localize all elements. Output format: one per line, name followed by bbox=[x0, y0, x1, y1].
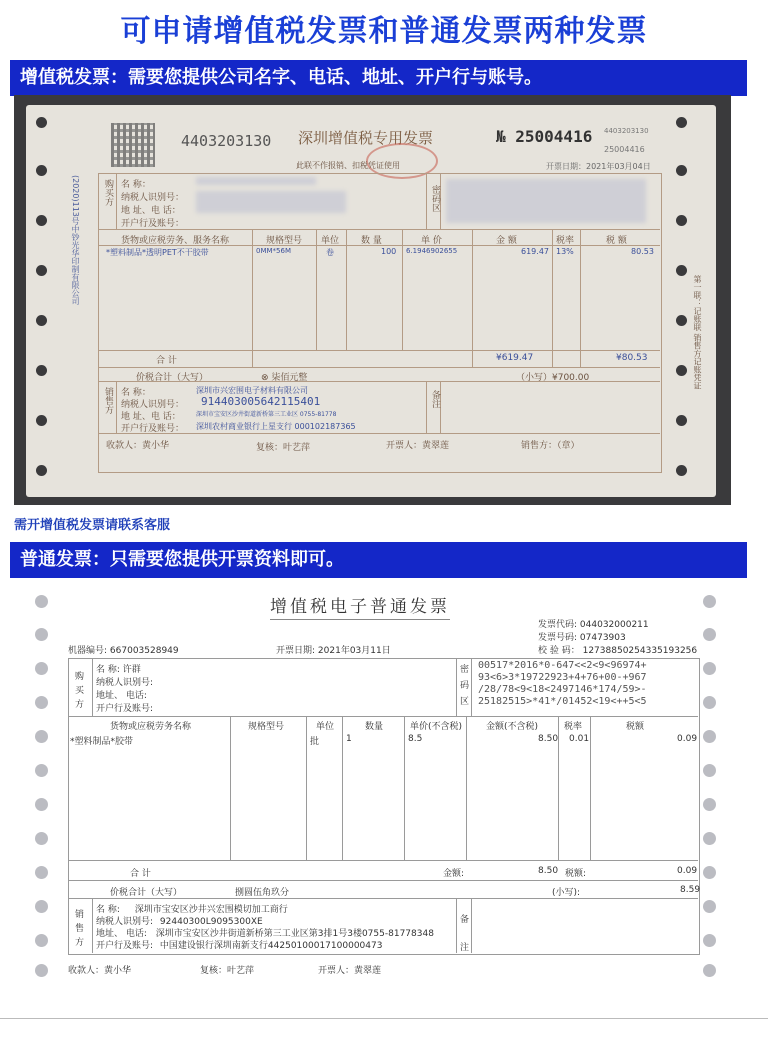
hole-icon bbox=[36, 365, 47, 376]
hole-icon bbox=[35, 764, 48, 777]
buyer-name-label: 名 称: bbox=[96, 665, 120, 675]
seller-side-label: 销售方 bbox=[75, 910, 85, 948]
invoice-paper bbox=[26, 105, 716, 497]
hole-icon bbox=[36, 415, 47, 426]
header-spec: 规格型号 bbox=[248, 722, 285, 732]
invoice-number: № 25004416 bbox=[496, 127, 593, 146]
hole-icon bbox=[35, 628, 48, 641]
invoice-date: 2021年03月11日 bbox=[317, 646, 391, 656]
header-goods: 货物或应税劳务、服务名称 bbox=[121, 236, 230, 246]
total-amount: ¥619.47 bbox=[496, 353, 534, 363]
total-amount: 8.50 bbox=[538, 866, 559, 876]
row-goods: *塑料制品*透明PET不干胶带 bbox=[106, 248, 209, 257]
total-tax: ¥80.53 bbox=[616, 353, 648, 363]
row-qty: 1 bbox=[346, 734, 352, 744]
hole-icon bbox=[36, 315, 47, 326]
password-area-label: 密码区 bbox=[430, 185, 440, 212]
buyer-addr-label: 地 址、电 话： bbox=[121, 206, 181, 216]
qr-code-icon bbox=[111, 123, 155, 167]
header-amount: 金 额 bbox=[496, 236, 517, 246]
page-title: 可申请增值税发票和普通发票两种发票 bbox=[120, 14, 648, 49]
issuer: 开票人：黄翠莲 bbox=[318, 966, 382, 976]
hole-icon bbox=[35, 696, 48, 709]
hole-icon bbox=[676, 315, 687, 326]
header-tax: 税 额 bbox=[606, 236, 627, 246]
buyer-bank-label: 开户行及账号： bbox=[121, 219, 185, 229]
header-rate: 税率 bbox=[564, 722, 583, 732]
header-goods: 货物或应税劳务名称 bbox=[110, 722, 192, 732]
hole-icon bbox=[36, 215, 47, 226]
seller-tax: 92440300L9095300XE bbox=[159, 917, 263, 927]
invoice-code-value: 044032000211 bbox=[579, 620, 649, 630]
sum-words: ⊗ 柒佰元整 bbox=[261, 373, 308, 383]
hole-icon bbox=[703, 696, 716, 709]
reviewer: 复核：叶艺萍 bbox=[256, 443, 311, 453]
seller-bank: 深圳农村商业银行上星支行 000102187365 bbox=[196, 422, 356, 431]
header-price: 单价(不含税) bbox=[410, 722, 463, 732]
header-price: 单 价 bbox=[421, 236, 442, 246]
hole-icon bbox=[676, 117, 687, 128]
row-rate: 13% bbox=[556, 247, 574, 256]
seller-addr-label: 地 址、电 话： bbox=[121, 412, 181, 422]
password-line: 93<6>3*19722923+4+76+00-+967 bbox=[478, 672, 647, 683]
hole-icon bbox=[36, 465, 47, 476]
copy-label: 第一联：记账联 销售方记账凭证 bbox=[693, 275, 702, 390]
sum-label: 价税合计（大写） bbox=[110, 888, 183, 898]
buyer-name: 许群 bbox=[122, 665, 141, 675]
hole-icon bbox=[703, 730, 716, 743]
hole-icon bbox=[35, 866, 48, 879]
hole-icon bbox=[676, 265, 687, 276]
total-label: 合 计 bbox=[130, 869, 151, 879]
sum-small: 8.59 bbox=[680, 885, 701, 895]
normal-banner: 普通发票：只需要您提供开票资料即可。 bbox=[10, 542, 747, 578]
password-area-label: 密码区 bbox=[460, 665, 470, 707]
hole-icon bbox=[703, 595, 716, 608]
printer-label: (2020)113号中钞光华印制有限公司 bbox=[71, 175, 80, 305]
hole-icon bbox=[703, 662, 716, 675]
total-tax-label: 税额: bbox=[565, 869, 587, 879]
seller-addr: 深圳市宝安区沙井街道新桥第三工业区 0755-81778 bbox=[196, 411, 337, 418]
row-unit: 卷 bbox=[326, 248, 334, 257]
invoice-number-value: 07473903 bbox=[579, 633, 626, 643]
hole-icon bbox=[35, 964, 48, 977]
invoice-code: 4403203130 bbox=[181, 132, 272, 150]
hole-icon bbox=[703, 900, 716, 913]
hole-icon bbox=[35, 798, 48, 811]
row-spec: 0MM*56M bbox=[256, 247, 291, 255]
machine-number: 667003528949 bbox=[109, 646, 179, 656]
total-label: 合 计 bbox=[156, 356, 177, 366]
buyer-name-label: 名 称： bbox=[121, 180, 151, 190]
buyer-tax-label: 纳税人识别号: bbox=[96, 678, 154, 688]
invoice-number-small: 4403203130 bbox=[604, 127, 649, 135]
row-price: 8.5 bbox=[408, 734, 423, 744]
row-amount: 8.50 bbox=[538, 734, 559, 744]
sum-words: 捌圆伍角玖分 bbox=[235, 888, 290, 898]
buyer-bank-label: 开户行及账号: bbox=[96, 704, 154, 714]
hole-icon bbox=[703, 964, 716, 977]
hole-icon bbox=[703, 832, 716, 845]
seller-name: 深圳市宝安区沙井兴宏围模切加工商行 bbox=[134, 905, 288, 915]
header-spec: 规格型号 bbox=[266, 236, 303, 246]
buyer-addr-label: 地址、 电话: bbox=[96, 691, 147, 701]
password-line: /28/78<9<18<2497146*174/59>- bbox=[478, 684, 647, 695]
remark-label: 备注 bbox=[430, 390, 440, 408]
seller-addr: 深圳市宝安区沙井街道新桥第三工业区第3排1号3楼0755-81778348 bbox=[155, 929, 434, 939]
sum-small: （小写）¥700.00 bbox=[516, 373, 590, 383]
seller-name-label: 名 称： bbox=[121, 388, 151, 398]
e-invoice bbox=[20, 590, 730, 1000]
row-price: 6.1946902655 bbox=[406, 247, 458, 255]
code-label: 发票代码: bbox=[538, 620, 578, 630]
payee: 收款人：黄小华 bbox=[68, 966, 132, 976]
payee: 收款人：黄小华 bbox=[106, 441, 170, 451]
issuer: 开票人：黄翠莲 bbox=[386, 441, 450, 451]
hole-icon bbox=[676, 415, 687, 426]
password-line: 00517*2016*0-647<<2<9<96974+ bbox=[478, 660, 647, 671]
seller-tax-label: 纳税人识别号： bbox=[121, 400, 185, 410]
vat-invoice-photo bbox=[14, 95, 731, 505]
header-unit: 单位 bbox=[321, 236, 340, 246]
total-tax: 0.09 bbox=[677, 866, 698, 876]
seller-bank: 中国建设银行深圳南新支行44250100017100000473 bbox=[159, 941, 383, 951]
header-amount: 金额(不含税) bbox=[486, 722, 539, 732]
hole-icon bbox=[703, 866, 716, 879]
hole-icon bbox=[676, 215, 687, 226]
hole-icon bbox=[35, 832, 48, 845]
vat-banner: 增值税发票：需要您提供公司名字、电话、地址、开户行与账号。 bbox=[10, 60, 747, 96]
hole-icon bbox=[676, 365, 687, 376]
number-label: 发票号码: bbox=[538, 633, 578, 643]
seller-tax-label: 纳税人识别号: bbox=[96, 917, 154, 927]
hole-icon bbox=[676, 465, 687, 476]
row-tax: 0.09 bbox=[677, 734, 698, 744]
e-invoice-title: 增值税电子普通发票 bbox=[270, 592, 450, 620]
invoice-subtitle: 此联不作报销、扣税凭证使用 bbox=[296, 161, 400, 170]
hole-icon bbox=[36, 265, 47, 276]
invoice-date: 开票日期：2021年03月04日 bbox=[546, 162, 651, 171]
invoice-number-small-2: 25004416 bbox=[604, 145, 645, 154]
row-qty: 100 bbox=[381, 247, 397, 256]
header-qty: 数量 bbox=[365, 722, 384, 732]
seller-tax: 914403005642115401 bbox=[201, 395, 321, 408]
buyer-tax-label: 纳税人识别号： bbox=[121, 193, 185, 203]
row-goods: *塑料制品*胶带 bbox=[70, 737, 134, 747]
buyer-side-label: 购买方 bbox=[103, 179, 113, 206]
seller-name: 深圳市兴宏围电子材料有限公司 bbox=[196, 386, 308, 395]
header-qty: 数 量 bbox=[361, 236, 382, 246]
reviewer: 复核：叶艺萍 bbox=[200, 966, 255, 976]
seller-bank-label: 开户行及账号: bbox=[96, 941, 154, 951]
invoice-title: 深圳增值税专用发票 bbox=[298, 129, 434, 147]
blurred-buyer-name bbox=[196, 177, 316, 185]
total-amount-label: 金额: bbox=[443, 869, 465, 879]
hole-icon bbox=[703, 934, 716, 947]
sum-label: 价税合计（大写） bbox=[136, 373, 209, 383]
vat-contact-note: 需开增值税发票请联系客服 bbox=[14, 518, 171, 533]
bottom-divider bbox=[0, 1018, 768, 1019]
header-unit: 单位 bbox=[316, 722, 335, 732]
buyer-side-label: 购买方 bbox=[75, 672, 85, 710]
seller-name-label: 名 称: bbox=[96, 905, 120, 915]
seller-sign: 销售方：（章） bbox=[521, 441, 580, 451]
blurred-password bbox=[446, 179, 646, 223]
header-rate: 税率 bbox=[556, 236, 575, 246]
seller-addr-label: 地址、 电话: bbox=[96, 929, 147, 939]
hole-icon bbox=[36, 117, 47, 128]
hole-icon bbox=[35, 730, 48, 743]
seller-side-label: 销售方 bbox=[103, 387, 113, 414]
row-rate: 0.01 bbox=[569, 734, 590, 744]
date-label: 开票日期: bbox=[276, 646, 316, 656]
remark-label: 备注 bbox=[460, 915, 470, 953]
hole-icon bbox=[703, 628, 716, 641]
hole-icon bbox=[35, 595, 48, 608]
hole-icon bbox=[35, 934, 48, 947]
hole-icon bbox=[703, 764, 716, 777]
row-unit: 批 bbox=[310, 737, 320, 747]
row-tax: 80.53 bbox=[631, 247, 654, 256]
password-line: 25182515>*41*/01452<19<++5<5 bbox=[478, 696, 647, 707]
blurred-buyer-info bbox=[196, 191, 346, 213]
row-amount: 619.47 bbox=[521, 247, 549, 256]
sum-small-label: (小写): bbox=[552, 888, 581, 898]
machine-label: 机器编号: bbox=[68, 646, 108, 656]
check-code-value: 12738850254335193256 bbox=[582, 646, 698, 656]
hole-icon bbox=[35, 900, 48, 913]
header-tax: 税额 bbox=[626, 722, 645, 732]
hole-icon bbox=[36, 165, 47, 176]
seller-bank-label: 开户行及账号： bbox=[121, 424, 185, 434]
check-label: 校 验 码： bbox=[538, 646, 580, 656]
hole-icon bbox=[703, 798, 716, 811]
hole-icon bbox=[676, 165, 687, 176]
hole-icon bbox=[35, 662, 48, 675]
